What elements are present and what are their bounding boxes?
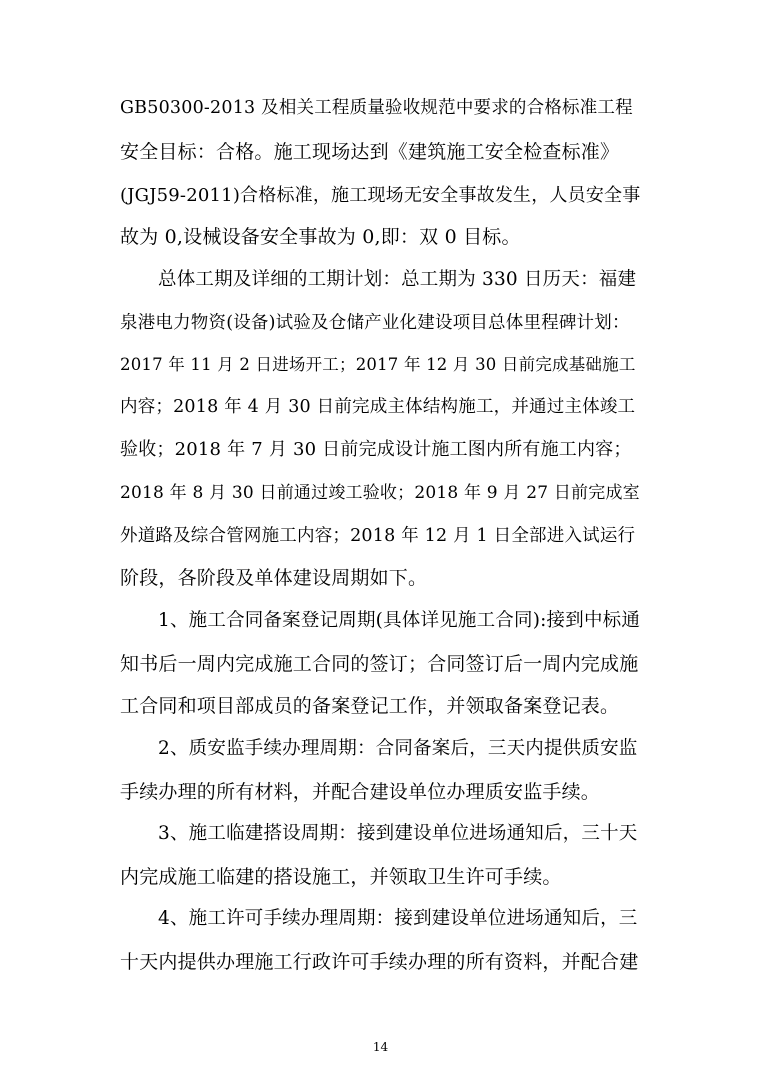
text-line: 工合同和项目部成员的备案登记工作，并领取备案登记表。 xyxy=(120,695,620,717)
text-line: 十天内提供办理施工行政许可手续办理的所有资料，并配合建 xyxy=(120,951,639,973)
text-line: 知书后一周内完成施工合同的签订；合同签订后一周内完成施 xyxy=(120,653,639,675)
text-line: 阶段，各阶段及单体建设周期如下。 xyxy=(120,567,428,589)
text-line: 3、施工临建搭设周期：接到建设单位进场通知后，三十天 xyxy=(158,823,638,844)
text-line: 内完成施工临建的搭设施工，并领取卫生许可手续。 xyxy=(120,866,562,888)
text-line: 总体工期及详细的工期计划：总工期为 330 日历天：福建 xyxy=(158,269,637,290)
text-line: (JGJ59-2011)合格标准，施工现场无安全事故发生，人员安全事 xyxy=(120,185,641,206)
text-line: 安全目标：合格。施工现场达到《建筑施工安全检查标准》 xyxy=(120,141,620,163)
text-line: 故为 0,设械设备安全事故为 0,即：双 0 目标。 xyxy=(120,226,521,248)
text-line: 4、施工许可手续办理周期：接到建设单位进场通知后，三 xyxy=(158,908,638,929)
text-line: 手续办理的所有材料，并配合建设单位办理质安监手续。 xyxy=(120,781,601,803)
text-line: 1、施工合同备案登记周期(具体详见施工合同):接到中标通 xyxy=(158,610,641,631)
text-line: 2017 年 11 月 2 日进场开工；2017 年 12 月 30 日前完成基础施工 xyxy=(120,355,636,374)
page-number: 14 xyxy=(372,1040,389,1054)
text-line: 泉港电力物资(设备)试验及仓储产业化建设项目总体里程碑计划： xyxy=(120,313,630,333)
text-line: GB50300-2013 及相关工程质量验收规范中要求的合格标准工程 xyxy=(120,98,633,118)
text-line: 内容；2018 年 4 月 30 日前完成主体结构施工，并通过主体竣工 xyxy=(120,397,636,417)
text-line: 2018 年 8 月 30 日前通过竣工验收；2018 年 9 月 27 日前完成室 xyxy=(120,483,640,503)
text-line: 验收；2018 年 7 月 30 日前完成设计施工图内所有施工内容； xyxy=(120,439,632,460)
text-line: 2、质安监手续办理周期：合同备案后，三天内提供质安监 xyxy=(158,738,638,759)
text-line: 外道路及综合管网施工内容；2018 年 12 月 1 日全部进入试运行 xyxy=(120,526,636,546)
